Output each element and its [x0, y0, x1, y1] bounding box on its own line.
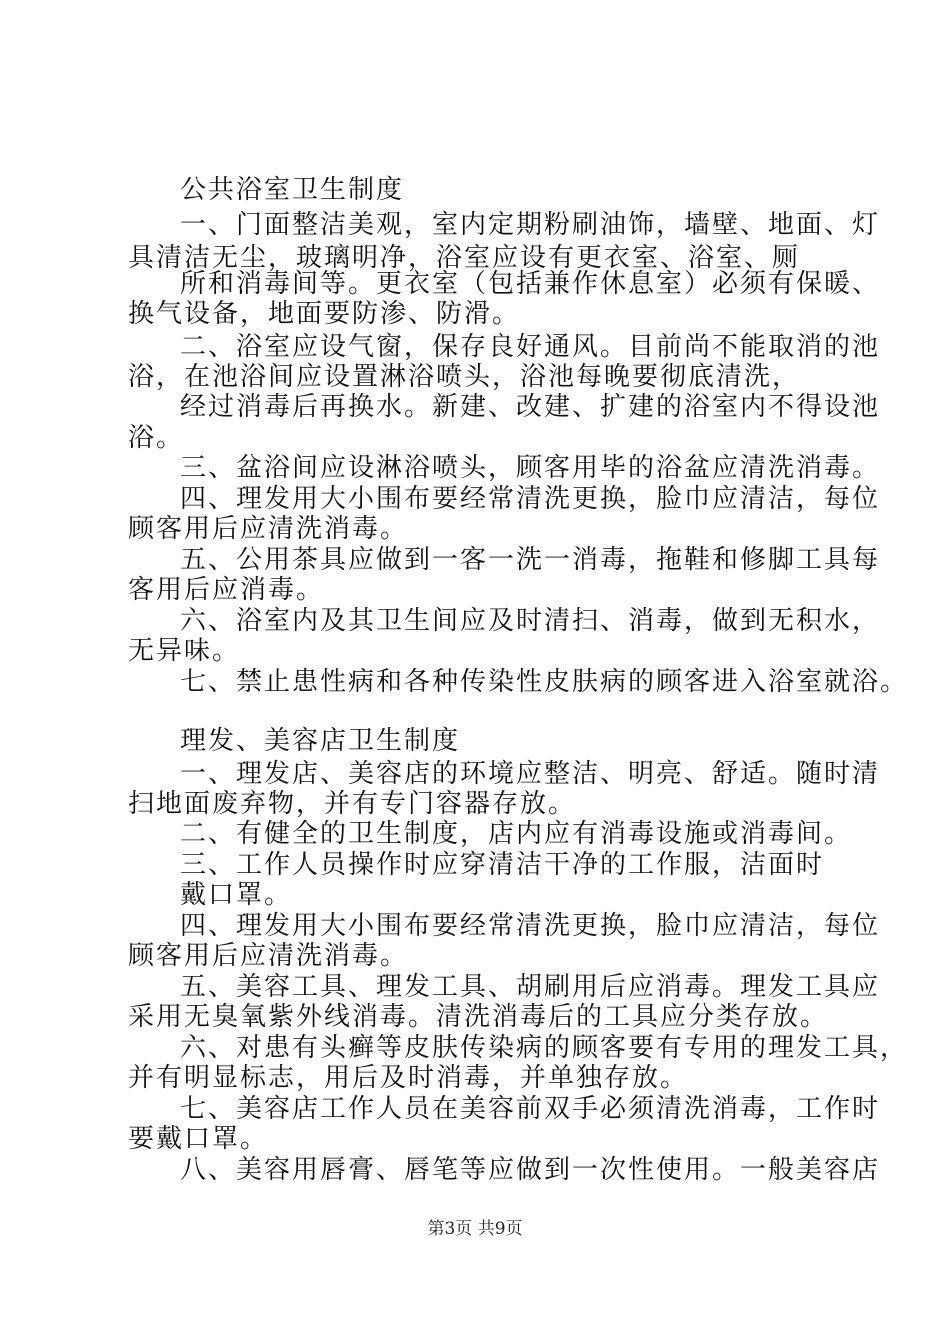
section-title: 公共浴室卫生制度: [180, 175, 405, 205]
paragraph-line: 要戴口罩。: [128, 1124, 269, 1154]
page-number-footer: 第3页 共9页: [427, 1219, 523, 1239]
section-title: 理发、美容店卫生制度: [180, 726, 461, 756]
paragraph-line: 六、对患有头癣等皮肤传染病的顾客要有专用的理发工具，: [180, 1033, 909, 1063]
paragraph-line: 采用无臭氧紫外线消毒。清洗消毒后的工具应分类存放。: [128, 1002, 829, 1032]
paragraph-line: 一、理发店、美容店的环境应整洁、明亮、舒适。随时清: [180, 759, 881, 789]
paragraph-line: 浴，在池浴间应设置淋浴喷头，浴池每晚要彻底清洗，: [128, 362, 801, 392]
paragraph-line: 七、禁止患性病和各种传染性皮肤病的顾客进入浴室就浴。: [180, 667, 909, 697]
paragraph-line: 五、美容工具、理发工具、胡刷用后应消毒。理发工具应: [180, 972, 881, 1002]
paragraph-line: 并有明显标志，用后及时消毒，并单独存放。: [128, 1063, 689, 1093]
paragraph-line: 八、美容用唇膏、唇笔等应做到一次性使用。一般美容店: [180, 1155, 881, 1185]
paragraph-line: 一、门面整洁美观，室内定期粉刷油饰，墙壁、地面、灯: [180, 210, 881, 240]
paragraph-line: 二、有健全的卫生制度，店内应有消毒设施或消毒间。: [180, 819, 853, 849]
paragraph-line: 顾客用后应清洗消毒。: [128, 514, 409, 544]
paragraph-line: 换气设备，地面要防渗、防滑。: [128, 299, 521, 329]
paragraph-line: 戴口罩。: [180, 880, 293, 910]
paragraph-line: 所和消毒间等。更衣室（包括兼作休息室）必须有保暖、: [180, 269, 881, 299]
paragraph-line: 客用后应消毒。: [128, 575, 325, 605]
paragraph-line: 无异味。: [128, 636, 241, 666]
paragraph-line: 四、理发用大小围布要经常清洗更换，脸巾应清洁，每位: [180, 484, 881, 514]
paragraph-line: 五、公用茶具应做到一客一洗一消毒，拖鞋和修脚工具每: [180, 545, 881, 575]
paragraph-line: 顾客用后应清洗消毒。: [128, 941, 409, 971]
paragraph-line: 三、工作人员操作时应穿清洁干净的工作服，洁面时: [180, 850, 825, 880]
paragraph-line: 四、理发用大小围布要经常清洗更换，脸巾应清洁，每位: [180, 911, 881, 941]
paragraph-line: 浴。: [128, 423, 185, 453]
paragraph-line: 经过消毒后再换水。新建、改建、扩建的浴室内不得设池: [180, 392, 881, 422]
paragraph-line: 三、盆浴间应设淋浴喷头，顾客用毕的浴盆应清洗消毒。: [180, 453, 881, 483]
paragraph-line: 六、浴室内及其卫生间应及时清扫、消毒，做到无积水，: [180, 606, 881, 636]
paragraph-line: 二、浴室应设气窗，保存良好通风。目前尚不能取消的池: [180, 332, 881, 362]
paragraph-line: 扫地面废弃物，并有专门容器存放。: [128, 789, 577, 819]
paragraph-line: 七、美容店工作人员在美容前双手必须清洗消毒，工作时: [180, 1094, 881, 1124]
paragraph-line: 具清洁无尘，玻璃明净，浴室应设有更衣室、浴室、厕: [128, 243, 801, 273]
